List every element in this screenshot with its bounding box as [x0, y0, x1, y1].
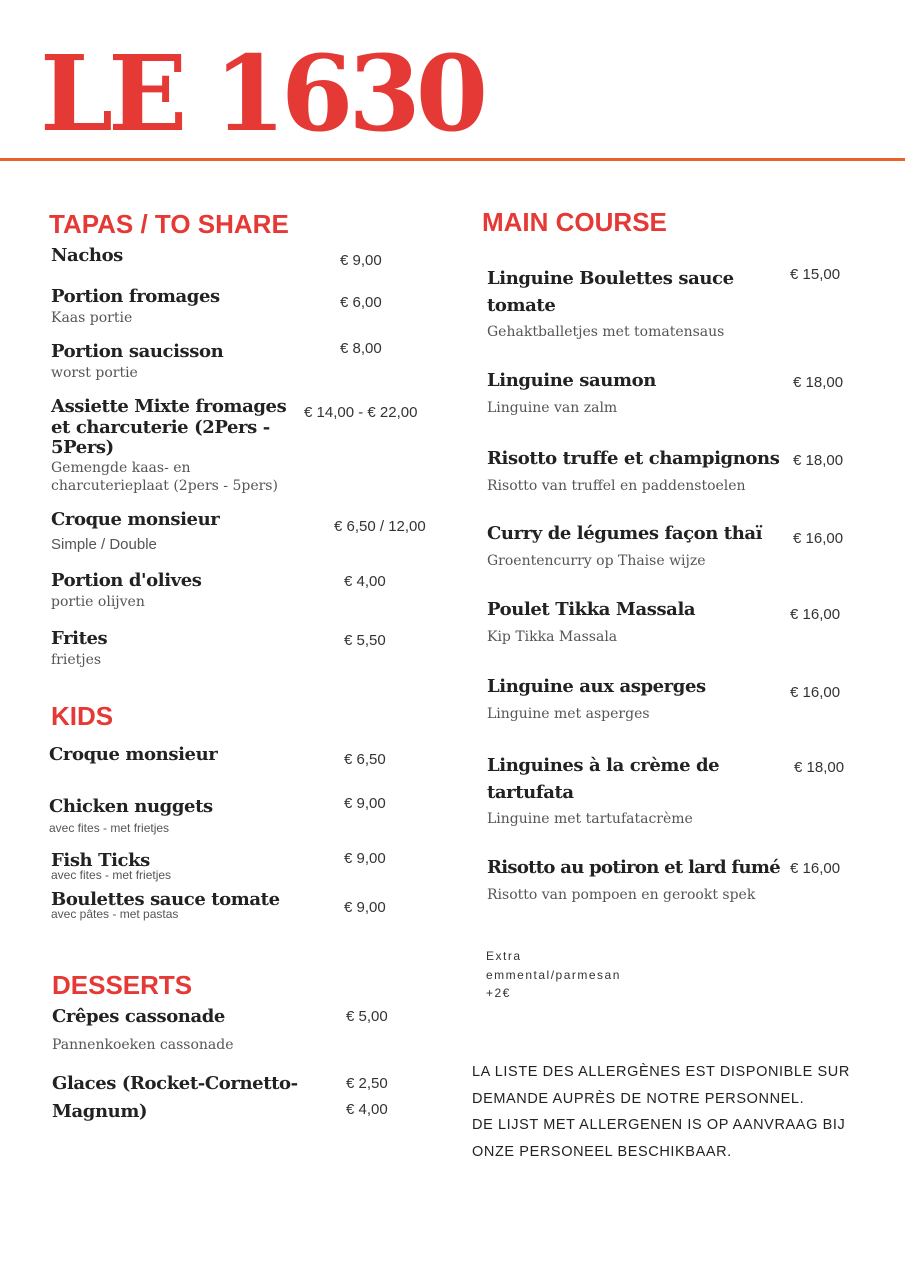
- menu-item-price: € 16,00: [790, 860, 841, 877]
- header-divider: [0, 158, 905, 161]
- menu-item-name: Boulettes sauce tomate: [51, 889, 280, 910]
- menu-item-price: € 14,00 - € 22,00: [304, 404, 418, 421]
- extra-note-line: +2€: [486, 986, 511, 1001]
- menu-item-name: Portion fromages: [51, 286, 220, 307]
- menu-item-price: € 18,00: [793, 452, 844, 469]
- menu-item-description: Kip Tikka Massala: [487, 629, 618, 645]
- menu-item-price-alt: € 4,00: [346, 1101, 388, 1118]
- menu-item-price: € 9,00: [340, 252, 382, 269]
- menu-item-price: € 2,50: [346, 1075, 388, 1092]
- allergen-notice: [472, 1059, 862, 1165]
- menu-item-price: € 6,50: [344, 751, 386, 768]
- menu-item-price: € 16,00: [793, 530, 844, 547]
- menu-item-price: € 16,00: [790, 684, 841, 701]
- menu-item-price: € 9,00: [344, 899, 386, 916]
- menu-item-name: Linguine saumon: [487, 370, 656, 391]
- allergen-notice-fr: LA LISTE DES ALLERGÈNES EST DISPONIBLE SUR DEMANDE AUPRÈS DE NOTRE PERSONNEL.: [472, 1064, 850, 1107]
- menu-item-description: Gehaktballetjes met tomatensaus: [487, 324, 725, 340]
- menu-item-name: Risotto au potiron et lard fumé: [487, 857, 780, 878]
- menu-item-name: Linguine Boulettes sauce tomate: [487, 268, 734, 316]
- menu-item-description: avec fites - met frietjes: [49, 821, 170, 835]
- section-title-desserts: DESSERTS: [52, 970, 193, 1000]
- menu-item-description: avec fites - met frietjes: [51, 868, 172, 882]
- menu-item-name: Chicken nuggets: [49, 796, 213, 817]
- menu-item-description: Pannenkoeken cassonade: [52, 1037, 234, 1053]
- menu-item-description: frietjes: [51, 652, 102, 668]
- menu-item-description: avec pâtes - met pastas: [51, 907, 179, 921]
- menu-item-price: € 16,00: [790, 606, 841, 623]
- menu-item-description: Linguine met asperges: [487, 706, 650, 722]
- menu-item-name: Frites: [51, 628, 108, 649]
- menu-item-name: Linguines à la crème de tartufata: [487, 755, 720, 803]
- menu-item-name: Croque monsieur: [49, 744, 218, 765]
- menu-item-name: Croque monsieur: [51, 509, 220, 530]
- menu-item-description: Kaas portie: [51, 310, 133, 326]
- menu-item-name: Glaces (Rocket-Cornetto- Magnum): [52, 1073, 298, 1122]
- menu-item-description: worst portie: [51, 365, 138, 381]
- menu-item-description: Linguine van zalm: [487, 400, 618, 416]
- menu-item-name: Linguine aux asperges: [487, 676, 706, 697]
- allergen-notice-nl: DE LIJST MET ALLERGENEN IS OP AANVRAAG BIJ ONZE PERSONEEL BESCHIKBAAR.: [472, 1117, 846, 1160]
- menu-item-price: € 9,00: [344, 850, 386, 867]
- menu-item-price: € 5,50: [344, 632, 386, 649]
- menu-item-description: portie olijven: [51, 594, 145, 610]
- restaurant-logo-title: LE 1630: [40, 32, 484, 155]
- extra-note-line: emmental/parmesan: [486, 967, 621, 982]
- menu-item-description: Groentencurry op Thaise wijze: [487, 553, 706, 569]
- menu-item-name: Nachos: [51, 245, 123, 266]
- menu-item-description: Risotto van truffel en paddenstoelen: [487, 478, 746, 494]
- menu-item-description: Gemengde kaas- en charcuterieplaat (2pers - 5pers): [51, 460, 278, 495]
- menu-item-price: € 6,00: [340, 294, 382, 311]
- menu-item-name: Poulet Tikka Massala: [487, 599, 696, 620]
- menu-item-price: € 9,00: [344, 795, 386, 812]
- section-title-kids: KIDS: [51, 701, 114, 731]
- section-title-main-course: MAIN COURSE: [482, 207, 667, 237]
- menu-item-price: € 6,50 / 12,00: [334, 518, 426, 535]
- menu-item-name: Curry de légumes façon thaï: [487, 523, 763, 544]
- menu-item-price: € 5,00: [346, 1008, 388, 1025]
- menu-item-price: € 8,00: [340, 340, 382, 357]
- menu-item-price: € 18,00: [793, 374, 844, 391]
- menu-item-name: Risotto truffe et champignons: [487, 448, 780, 469]
- menu-item-name: Crêpes cassonade: [52, 1006, 225, 1027]
- menu-item-name: Fish Ticks: [51, 850, 150, 871]
- section-title-tapas: TAPAS / TO SHARE: [49, 209, 289, 239]
- menu-item-description: Linguine met tartufatacrème: [487, 811, 693, 827]
- menu-item-price: € 4,00: [344, 573, 386, 590]
- menu-item-price: € 18,00: [794, 759, 845, 776]
- menu-item-price: € 15,00: [790, 266, 841, 283]
- menu-item-name: Portion d'olives: [51, 570, 202, 591]
- menu-item-description: Simple / Double: [51, 536, 157, 553]
- menu-item-name: Portion saucisson: [51, 341, 224, 362]
- extra-note: [486, 947, 621, 1003]
- menu-item-name: Assiette Mixte fromages et charcuterie (2Pers - 5Pers): [51, 396, 287, 459]
- menu-item-description: Risotto van pompoen en gerookt spek: [487, 887, 756, 903]
- extra-note-line: Extra: [486, 949, 522, 963]
